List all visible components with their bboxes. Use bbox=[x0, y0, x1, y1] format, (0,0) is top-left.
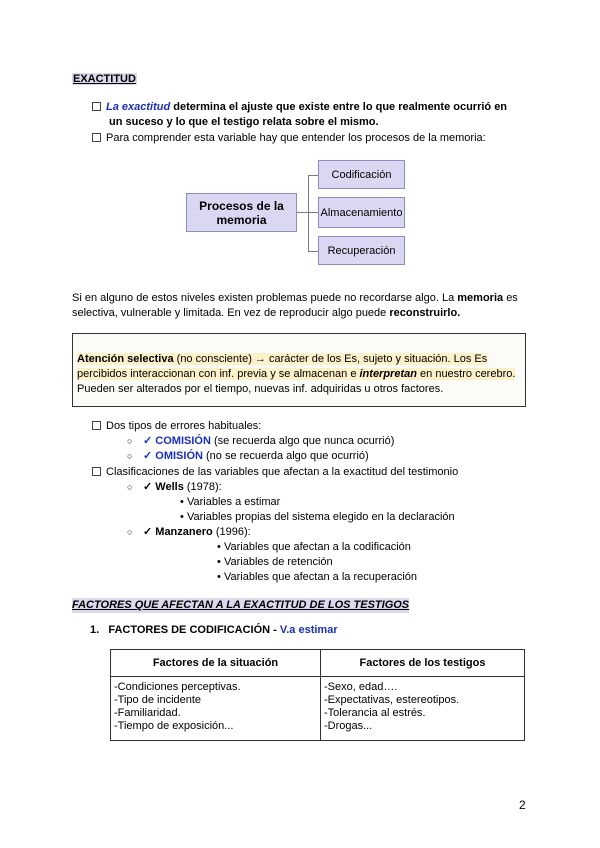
classifications-title bbox=[92, 465, 458, 480]
error-item-omision bbox=[127, 449, 369, 464]
manzanero-sub-item bbox=[217, 570, 417, 585]
page-number: 2 bbox=[519, 798, 526, 812]
checkbox-icon bbox=[92, 133, 101, 142]
manzanero-year: (1996): bbox=[215, 526, 251, 538]
errors-title bbox=[92, 419, 261, 434]
manzanero-sub-item bbox=[217, 540, 411, 555]
definition-text: determina el ajuste que existe entre lo que realmente ocurrió en bbox=[173, 101, 508, 113]
wells-name: Wells bbox=[155, 481, 184, 493]
table-cell-line: -Tipo de incidente bbox=[114, 694, 202, 706]
wells-year: (1978): bbox=[186, 481, 222, 493]
manzanero-sub-text: Variables que afectan a la recuperación bbox=[224, 571, 418, 583]
callout-bold: Atención selectiva bbox=[77, 353, 174, 365]
table-cell-line: -Familiaridad. bbox=[114, 707, 181, 719]
table-header-row bbox=[111, 650, 525, 677]
check-icon: ✓ bbox=[143, 435, 153, 447]
table-header: Factores de los testigos bbox=[321, 650, 525, 677]
diagram-branch-codificacion: Codificación bbox=[318, 160, 405, 189]
circle-bullet-icon: ○ bbox=[127, 436, 133, 446]
diagram-center-line2: memoria bbox=[216, 212, 267, 227]
check-icon: ✓ bbox=[143, 450, 153, 462]
bullet-icon: • bbox=[180, 496, 184, 508]
subsection-title bbox=[90, 623, 338, 638]
diagram-connector bbox=[297, 212, 308, 213]
paragraph-line1 bbox=[72, 291, 518, 306]
error-desc: (se recuerda algo que nunca ocurrió) bbox=[213, 435, 395, 447]
manzanero-sub-text: Variables que afectan a la codificación bbox=[224, 541, 411, 553]
table-cell-line: -Sexo, edad…. bbox=[324, 681, 398, 693]
callout-text: percibidos interaccionan con inf. previa y se almacenan e bbox=[77, 368, 357, 380]
paragraph-text: selectiva, vulnerable y limitada. En vez de reproducir algo puede bbox=[72, 307, 387, 319]
callout-line3: Pueden ser alterados por el tiempo, nuevas inf. adquiridas u otros factores. bbox=[77, 383, 444, 395]
manzanero-sub-text: Variables de retención bbox=[224, 556, 333, 568]
error-item-comision bbox=[127, 434, 394, 449]
subsection-separator: - bbox=[270, 624, 280, 636]
table-row bbox=[111, 677, 525, 741]
section-heading: EXACTITUD bbox=[73, 73, 136, 85]
paragraph-text: es bbox=[506, 292, 518, 304]
checkbox-icon bbox=[92, 102, 101, 111]
table-header: Factores de la situación bbox=[111, 650, 321, 677]
table-cell-line: -Condiciones perceptivas. bbox=[114, 681, 241, 693]
wells-item bbox=[127, 480, 222, 495]
diagram-branch-recuperacion: Recuperación bbox=[318, 236, 405, 265]
wells-sub-text: Variables a estimar bbox=[187, 496, 281, 508]
circle-bullet-icon: ○ bbox=[127, 527, 133, 537]
bullet-icon: • bbox=[217, 571, 221, 583]
wells-sub-item bbox=[180, 510, 455, 525]
paragraph-bold-reconstruirlo: reconstruirlo. bbox=[389, 307, 461, 319]
diagram-center-line1: Procesos de la bbox=[199, 198, 284, 213]
table-cell-testigos bbox=[321, 677, 525, 741]
wells-sub-item bbox=[180, 495, 280, 510]
subsection-number: 1. bbox=[90, 624, 100, 636]
memory-intro-text: Para comprender esta variable hay que entender los procesos de la memoria: bbox=[106, 132, 486, 144]
bullet-icon: • bbox=[217, 556, 221, 568]
circle-bullet-icon: ○ bbox=[127, 482, 133, 492]
paragraph-text: Si en alguno de estos niveles existen problemas puede no recordarse algo. La bbox=[72, 292, 455, 304]
diagram-connector-middle bbox=[308, 212, 318, 213]
callout-line2 bbox=[77, 367, 521, 382]
callout-line1 bbox=[77, 352, 521, 367]
subsection-title-text: FACTORES DE CODIFICACIÓN bbox=[108, 624, 271, 636]
table-cell-situacion bbox=[111, 677, 321, 741]
classifications-title-text: Clasificaciones de las variables que afectan a la exactitud del testimonio bbox=[106, 466, 459, 478]
table-cell-line: -Tiempo de exposición... bbox=[114, 720, 234, 732]
paragraph-bold-memoria: memoria bbox=[457, 292, 504, 304]
intro-definition bbox=[92, 100, 507, 115]
table-cell-line: -Tolerancia al estrés. bbox=[324, 707, 426, 719]
wells-sub-text: Variables propias del sistema elegido en la declaración bbox=[187, 511, 455, 523]
memory-intro bbox=[92, 131, 486, 146]
table-cell-line: -Expectativas, estereotipos. bbox=[324, 694, 460, 706]
bullet-icon: • bbox=[217, 541, 221, 553]
checkbox-icon bbox=[92, 467, 101, 476]
paragraph-line2 bbox=[72, 306, 460, 321]
manzanero-name: Manzanero bbox=[155, 526, 213, 538]
callout-text: (no consciente) → carácter de los Es, sujeto y situación. Los Es bbox=[176, 353, 488, 365]
manzanero-sub-item bbox=[217, 555, 333, 570]
callout-text: en nuestro cerebro. bbox=[420, 368, 516, 380]
factors-section-title: FACTORES QUE AFECTAN A LA EXACTITUD DE LOS TESTIGOS bbox=[72, 599, 410, 611]
errors-title-text: Dos tipos de errores habituales: bbox=[106, 420, 262, 432]
check-icon: ✓ bbox=[143, 526, 153, 538]
diagram-center-box bbox=[186, 193, 297, 232]
error-name: OMISIÓN bbox=[155, 450, 203, 462]
checkbox-icon bbox=[92, 421, 101, 430]
table-cell-line: -Drogas... bbox=[324, 720, 373, 732]
error-name: COMISIÓN bbox=[155, 435, 211, 447]
callout-box bbox=[72, 333, 526, 407]
bullet-icon: • bbox=[180, 511, 184, 523]
callout-bold-italic: interpretan bbox=[359, 368, 417, 380]
subsection-tag: V.a estimar bbox=[279, 624, 338, 636]
definition-line2: un suceso y lo que el testigo relata sobre el mismo. bbox=[109, 116, 379, 128]
diagram-branch-almacenamiento: Almacenamiento bbox=[318, 197, 405, 228]
error-desc: (no se recuerda algo que ocurrió) bbox=[206, 450, 369, 462]
manzanero-item bbox=[127, 525, 251, 540]
circle-bullet-icon: ○ bbox=[127, 451, 133, 461]
check-icon: ✓ bbox=[143, 481, 153, 493]
term-exactitud: La exactitud bbox=[106, 101, 171, 113]
factors-table bbox=[110, 649, 525, 741]
